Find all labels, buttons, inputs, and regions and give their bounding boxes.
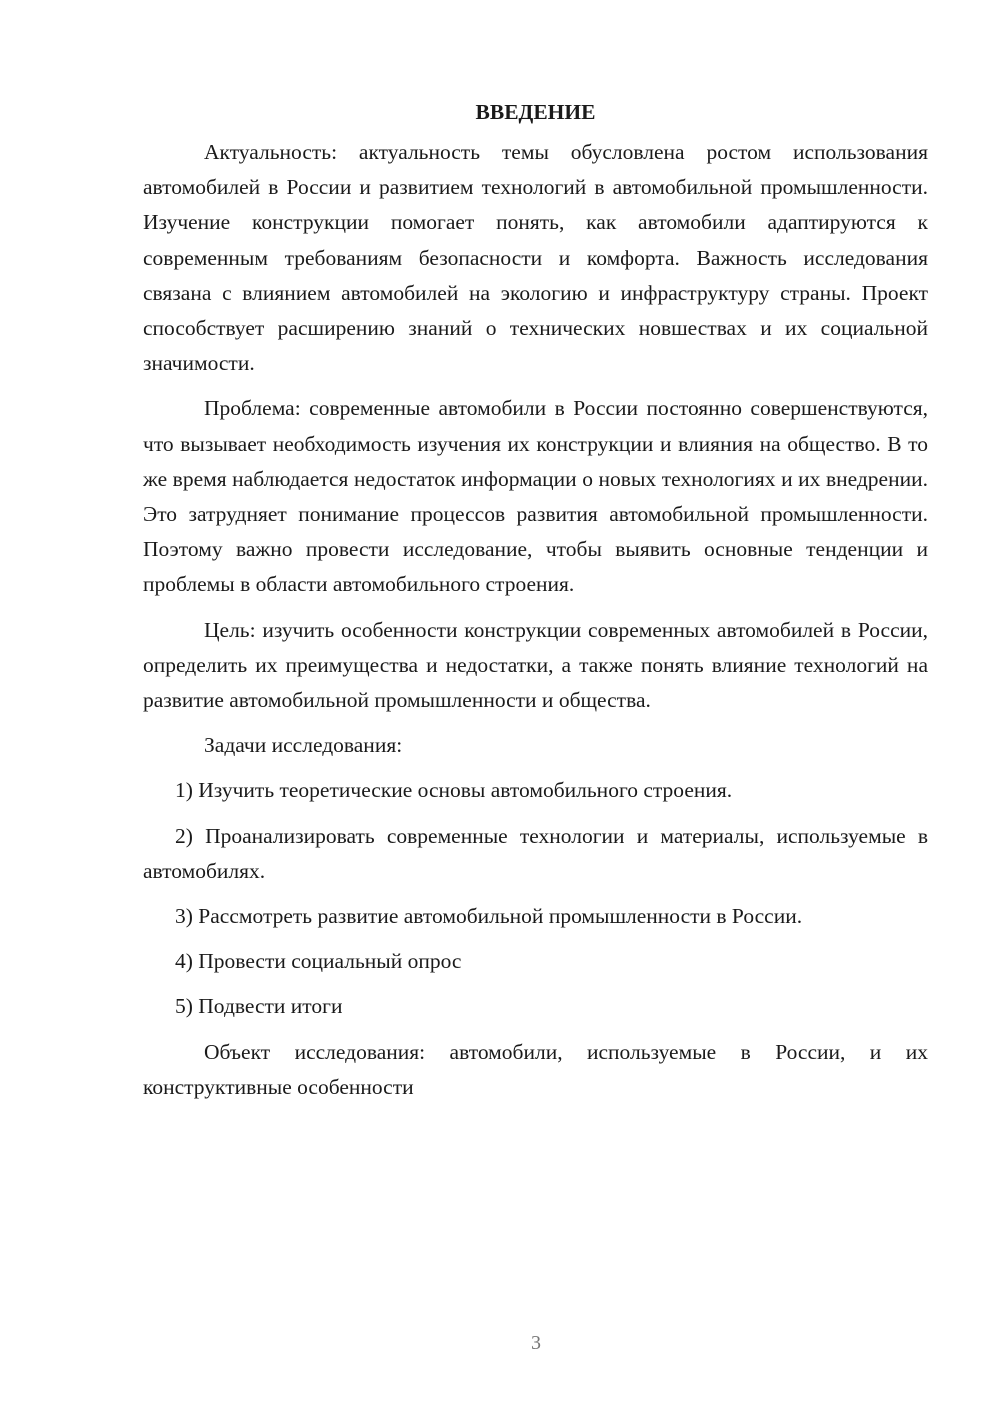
paragraph-problem: Проблема: современные автомобили в России постоянно совершенствуются, что вызывает необходимость изучения их конструкции и влияния на общество. В то же время наблюдается недостаток информации о новых технологиях и их внедрении. Это затрудняет понимание процессов развития автомобильной промышленности. Поэтому важно провести исследование, чтобы выявить основные тенденции и проблемы в области автомобильного строения. (143, 396, 928, 597)
paragraph-object: Объект исследования: автомобили, используемые в России, и их конструктивные особенности (143, 1039, 928, 1099)
paragraph-relevance: Актуальность: актуальность темы обусловлена ростом использования автомобилей в России и развитием технологий в автомобильной промышленности. Изучение конструкции помогает понять, как автомобили адаптируются к современным требованиям безопасности и комфорта. Важность исследования связана с влиянием автомобилей на экологию и инфраструктуру страны. Проект способствует расширению знаний о технических новшествах и их социальной значимости. (143, 140, 928, 376)
paragraph-goal: Цель: изучить особенности конструкции современных автомобилей в России, определить их преимущества и недостатки, а также понять влияние технологий на развитие автомобильной промышленности и общества. (143, 617, 928, 713)
document-page (143, 92, 928, 1115)
document-title: ВВЕДЕНИЕ (475, 100, 596, 124)
task-item-4: 4) Провести социальный опрос (175, 949, 462, 974)
page-number: 3 (531, 1332, 541, 1354)
task-item-1: 1) Изучить теоретические основы автомобильного строения. (175, 778, 733, 803)
task-item-5: 5) Подвести итоги (175, 994, 343, 1019)
task-item-2: 2) Проанализировать современные технологии и материалы, используемые в автомобилях. (143, 823, 928, 883)
tasks-heading: Задачи исследования: (204, 733, 403, 758)
task-item-3: 3) Рассмотреть развитие автомобильной промышленности в России. (175, 904, 803, 929)
